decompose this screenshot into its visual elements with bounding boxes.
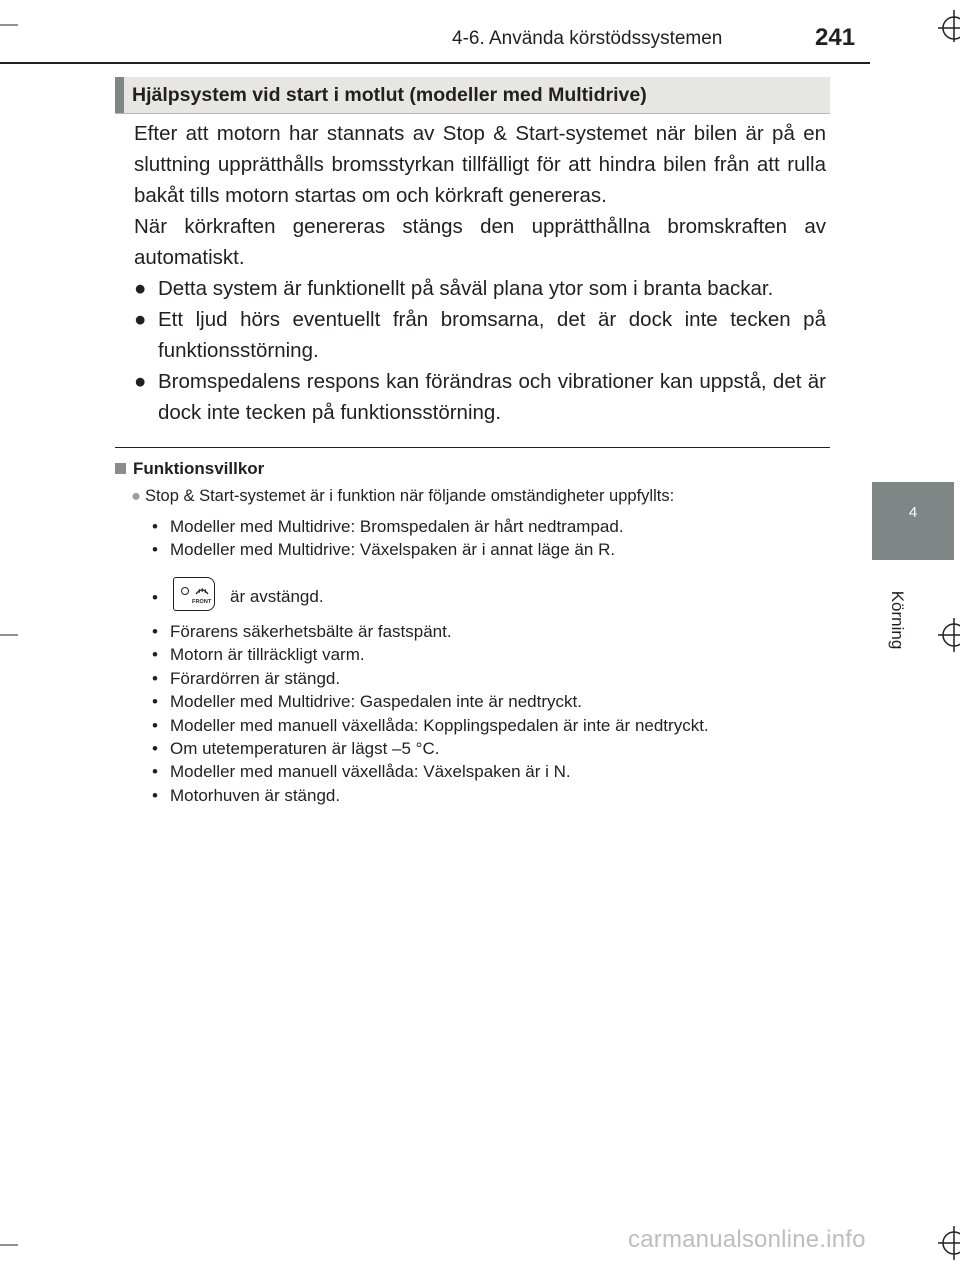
list-item-text: Förarens säkerhetsbälte är fastspänt. [170, 622, 452, 641]
indicator-light-icon [181, 587, 189, 595]
bullet-dot-icon: ● [134, 308, 147, 331]
list-item [152, 737, 709, 760]
square-bullet-icon [115, 463, 126, 474]
list-bullet: • [152, 739, 158, 759]
list-item-text: Motorn är tillräckligt varm. [170, 645, 365, 665]
list-item [152, 714, 709, 737]
bullet-item [134, 304, 826, 366]
windshield-defog-icon [194, 584, 210, 598]
paragraph-release: När körkraften genereras stängs den upprätthållna bromskraften av automatiskt. [134, 215, 826, 269]
bullet-text: Ett ljud hörs eventuellt från bromsarna, det är dock inte tecken på funktionsstörning. [158, 308, 826, 362]
list-item-text: Modeller med Multidrive: Växelspaken är i annat läge än R. [170, 540, 616, 560]
list-bullet: • [152, 645, 158, 665]
list-item [152, 760, 709, 783]
chapter-label-container [888, 590, 906, 650]
list-bullet: • [152, 622, 158, 641]
gray-dot-icon: ● [131, 487, 141, 505]
list-item-text: Modeller med manuell växellåda: Växelspaken är i N. [170, 762, 571, 782]
list-item [152, 538, 624, 561]
list-item [152, 784, 709, 807]
conditions-intro [131, 487, 674, 506]
section-title: Hjälpsystem vid start i motlut (modeller med Multidrive) [132, 84, 647, 106]
conditions-intro-text: Stop & Start-systemet är i funktion när följande omständigheter uppfyllts: [144, 487, 675, 505]
bullet-dot-icon: ● [134, 370, 147, 393]
list-item-text: är avstängd. [230, 587, 324, 606]
section-title-bar [115, 77, 830, 114]
paragraph-intro: Efter att motorn har stannats av Stop & Start-systemet när bilen är på en sluttning upprätthålls bromsstyrkan tillfälligt för att hindra bilen från att rulla bakåt tills motorn startas om och körkraft genereras. [134, 122, 826, 207]
list-item-text: Förardörren är stängd. [170, 668, 341, 688]
page-number: 241 [815, 24, 856, 51]
conditions-heading-text: Funktionsvillkor [133, 459, 265, 478]
conditions-heading [115, 459, 264, 479]
list-item [152, 515, 624, 538]
list-bullet: • [152, 715, 158, 735]
bullet-text: Bromspedalens respons kan förändras och vibrationer kan uppstå, det är dock inte tecken på funktionsstörning. [158, 370, 826, 424]
chapter-label: Körning [888, 590, 907, 650]
list-bullet: • [152, 540, 158, 560]
list-item-text: Modeller med manuell växellåda: Kopplingspedalen är inte är nedtryckt. [170, 715, 709, 735]
crop-mark-bottom-left-icon [0, 1240, 20, 1250]
list-item-text: Modeller med Multidrive: Gaspedalen inte är nedtryckt. [170, 692, 582, 712]
chapter-tab [872, 482, 954, 560]
registration-mark-top-right-icon [930, 10, 960, 42]
list-bullet: • [152, 762, 158, 782]
watermark-link[interactable]: carmanualsonline.info [628, 1226, 866, 1253]
header-rule [0, 62, 870, 64]
front-defogger-switch-icon [173, 577, 215, 611]
list-item [152, 667, 709, 690]
list-item-text: Modeller med Multidrive: Bromspedalen är hårt nedtrampad. [170, 517, 624, 536]
conditions-list-top [152, 515, 624, 562]
list-item-text: Motorhuven är stängd. [170, 785, 341, 805]
title-bar-accent [115, 77, 124, 113]
list-bullet: • [152, 692, 158, 712]
bullet-item [134, 366, 826, 428]
section-divider [115, 447, 830, 448]
front-label: FRONT [192, 599, 212, 605]
crop-mark-middle-left-icon [0, 630, 20, 640]
conditions-list-bottom [152, 620, 709, 807]
crop-mark-top-left-icon [0, 20, 20, 30]
list-item [152, 620, 709, 643]
bullet-dot-icon: ● [134, 277, 147, 300]
list-item-text: Om utetemperaturen är lägst –5 °C. [170, 739, 440, 759]
bullet-item [134, 273, 826, 304]
header-section-title: 4-6. Använda körstödssystemen [452, 28, 723, 49]
list-bullet: • [152, 517, 158, 536]
list-bullet: • [152, 668, 158, 688]
registration-mark-middle-right-icon [930, 618, 960, 652]
chapter-number: 4 [908, 504, 918, 521]
list-item [152, 690, 709, 713]
list-item [152, 643, 709, 666]
list-bullet: • [152, 785, 158, 805]
list-bullet: • [152, 588, 158, 607]
registration-mark-bottom-right-icon [930, 1226, 960, 1260]
bullet-text: Detta system är funktionellt på såväl plana ytor som i branta backar. [158, 277, 774, 300]
